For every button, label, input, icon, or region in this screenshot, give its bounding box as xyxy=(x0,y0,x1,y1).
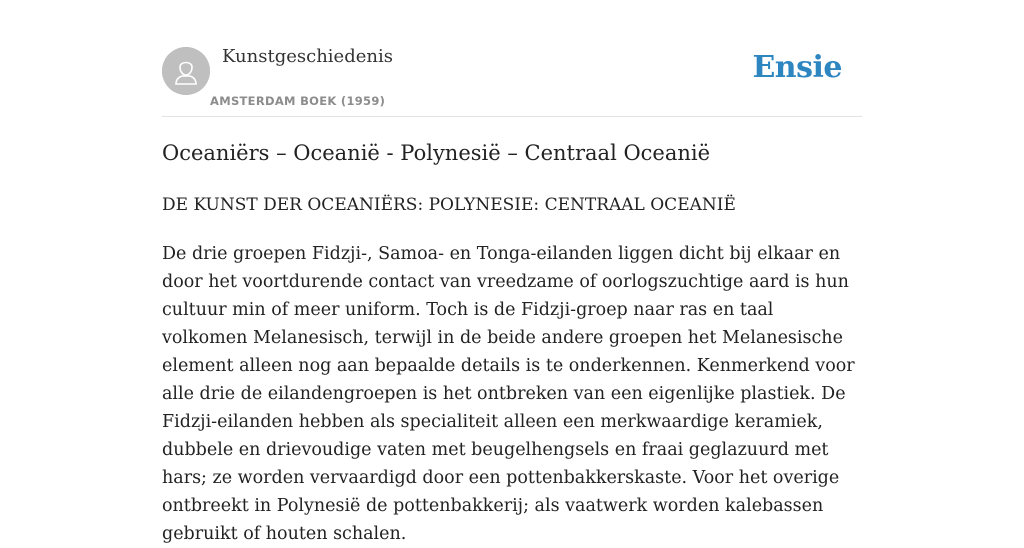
source-label: AMSTERDAM BOEK (1959) xyxy=(210,94,386,108)
author-avatar[interactable] xyxy=(162,47,210,95)
article-body: De drie groepen Fidzji-, Samoa- en Tonga-eilanden liggen dicht bij elkaar en door het voortdurende contact van vreedzame of oorlogszuchtige aard is hun cultuur min of meer uniform. Toch is de Fidzji-groep naar ras en taal volkomen Melanesisch, terwijl in de beide andere groepen het Melanesische element alleen nog aan bepaalde details is te onderkennen. Kenmerkend voor alle drie de eilandengroepen is het ontbreken van een eigenlijke plastiek. De Fidzji-eilanden hebben als specialiteit alleen een merkwaardige keramiek, dubbele en drievoudige vaten met beugelhengsels en fraai geglazuurd met hars; ze worden vervaardigd door een pottenbakkerskaste. Voor het overige ontbreekt in Polynesië de pottenbakkerij; als vaatwerk worden kalebassen gebruikt of houten schalen. xyxy=(162,244,855,544)
article-subheading: DE KUNST DER OCEANIËRS: POLYNESIE: CENTRAAL OCEANIË xyxy=(162,195,736,215)
article-title: Oceaniërs – Oceanië - Polynesië – Centraal Oceanië xyxy=(162,141,711,165)
ensie-logo[interactable]: Ensie xyxy=(752,50,842,85)
article-container xyxy=(162,0,862,544)
user-icon xyxy=(162,47,210,95)
category-link[interactable]: Kunstgeschiedenis xyxy=(222,46,393,67)
article-header xyxy=(162,0,862,117)
